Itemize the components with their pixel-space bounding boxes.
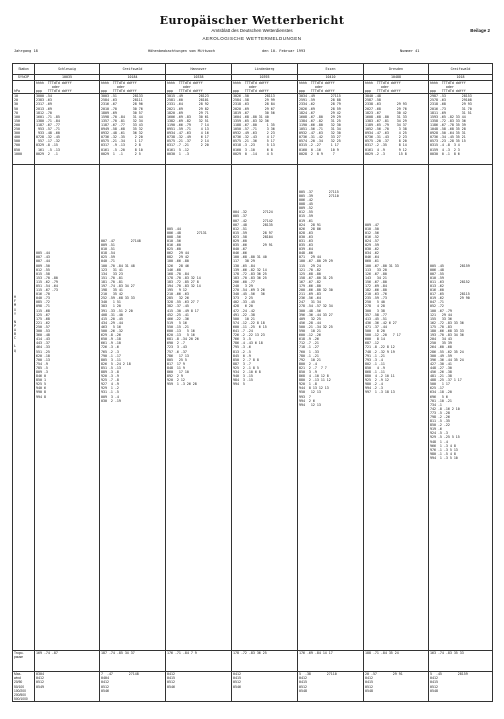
- tropopause-data: 163 -74 -83 35 33: [429, 651, 493, 672]
- significant-level-data: 009 -47 010 -50 012 -56 016 -52 024 -57 029 -59 030 -62 034 -62 046 -64 060 -61 100 -67 -80 31 33 113 33 20 126 -67 -80 143 34 21 156 -67 -80 172 -69 -84 182 -66 -80 210 -63 -76 235 -59 -73 250 5 40 278 4 28 300 3 38 357 -58 -77 413 -45 -51 436 -36 -42 6 27 471 -37 -44 500 8 20 500 -12 -20 7 17 600 8 14 687 -12 721 -8 -22 8 12 748 -2 -32 9 19 791 -1 -21 793 -3 -4 802 -1 -11 850 4 -9 868 -1 -11 880 4 -2 10 11 925 2 -9 12 980 -2 -4 994 -2 -3 997 1 -3 18 13: [364, 165, 429, 651]
- station-name: Lindenberg: [232, 64, 298, 75]
- column-format-header: hhhh TTTdTd ddfff oder ppp TTTdTd ddfff: [429, 81, 493, 94]
- tropopause-data: 188 -71 -84 35 24: [364, 651, 429, 672]
- station-name: Greifswald: [100, 64, 166, 75]
- significant-level-data: 007 -47 27148 009 -51 010 -51 018 -54 025 -59 040 -71 100 -70 -84 31 48 123 31 41 134 33 23 151 -70 -81 181 -70 -81 197 -74 -83 34 27 198 35 41 210 35 42 252 -59 -68 33 33 340 1 51 383 1 20 391 -33 -51 2 20 408 -31 -40 415 -20 -45 434 -29 -44 463 5 16 500 -26 -32 629 -8 -26 650 -9 -18 661 -9 -10 726 -3 -6 765 -2 -3 790 -1 -17 805 3 -11 826 5 -24 2 18 851 -5 -13 889 -3 -8 920 -3 -9 925 -7 -8 927 4 -9 929 1 -2 931 -1 -5 009 3 -4 030 2 -19: [100, 165, 166, 651]
- tropopause-data: 169 -74 -87: [35, 651, 100, 672]
- station-name: Hannover: [166, 64, 232, 75]
- standard-level-data: 3000 -54 2383 -63 2317 -69 2013 -69 1812 -70 1601 -71 -85 1380 -71 -84 1187 -67 -77 953 -57 -71 933 -48 -60 0728 -32 -45 557 -17 -32 0329 -8 -15 161 -5 -13 0029 2 -1: [35, 94, 100, 165]
- max-wind-data: 0304 0412 0512 0549: [35, 672, 100, 702]
- tropopause-row: [13, 651, 493, 672]
- column-header-row: [13, 81, 493, 94]
- station-name: Essen: [298, 64, 364, 75]
- standard-level-data: 3026 -50 28113 2584 -58 29 99 2318 -63 28 84 2020 -69 29 67 1819 -67 30 56 1604 -68 -80 31 40 1359 -65 -83 32 36 1188 -67 -80 1 35 1050 -57 -71 3 36 0932 -49 -63 2 23 0736 -32 -43 4 17 0575 -21 -36 5 17 0318 -3 -23 5 13 0160 3 -10 6 8 0029 0 -14 4 5: [232, 94, 298, 165]
- standard-level-data: 3040 -48 2587 -58 2338 -63 29 93 2027 -68 29 76 1823 -67 30 42 1608 -68 -80 31 33 1383 -67 -81 34 29 1189 -65 -79 34 37 1052 -56 -70 3 38 0934 -47 -63 4 25 0736 -31 -43 2 23 0575 -20 -37 8 20 0317 -2 -35 8 14 0161 4 -9 9 12 0029 -2 -3 15 8: [364, 94, 429, 165]
- max-wind-data: 7 -47 27148 0404 0412 0512 0546: [100, 672, 166, 702]
- synop-label: SYNOP: [13, 75, 35, 81]
- standard-level-data: 3034 -49 27115 2591 -59 28 88 2334 -62 28 79 2026 -69 28 59 1824 -67 29 42 1608 -67 -80 29 29 1384 -67 -82 31 25 1190 -66 -80 32 30 1051 -56 -71 31 34 0932 -47 -63 32 30 0736 -31 -42 33 27 0574 -20 -34 32 25 0315 -2 -27 1 17 0160 0 -16 10 9 0028 2 0 9 7: [298, 94, 364, 165]
- significant-level-data: 005 -37 27115 005 -39 27110 006 -42 008 -45 009 -52 012 -55 015 -59 019 -61 024 28 91 026 28 86 028 -63 030 -63 031 -63 035 -63 039 -64 048 -66 071 29 44 100 -67 -80 29 29 115 29 24 121 -70 -82 125 -68 -80 158 -67 -80 31 25 167 -67 -82 179 -66 -80 200 -66 -80 32 30 211 -69 -83 236 -56 -64 247 31 34 278 -54 -57 32 34 300 -48 -56 396 -36 -44 33 27 409 32 25 456 -28 -44 500 -21 -34 32 25 590 10 21 600 -12 -26 618 -9 -26 712 -7 -21 718 -1 -27 760 1 -33 780 -1 -21 792 10 21 800 2 -4 821 2 -7 7 7 850 3 -9 868 4 -10 12 8 880 2 -13 11 12 920 1 -8 944 8 13 12 13 950 12 13 993 7 994 2 6 994 12 13: [298, 165, 364, 651]
- wind-layer-labels: 20/50 50/100 100/200 200/500 500/1000: [14, 680, 28, 701]
- station-name: Dresden: [364, 64, 429, 75]
- max-wind-data: 20 -57 29 91 0412 0415 0512 0548: [364, 672, 429, 702]
- observation-label: Höhenbeobachtungen vom Mittwoch: [148, 49, 216, 53]
- standard-level-data: 2987 -53 28153 2578 -63 29108 2318 -68 29 93 2016 -73 31 70 1811 -69 31 51 1593 -65 -82 33 44 1358 -72 -83 33 36 1186 -67 -78 35 39 1048 -58 -68 35 28 0928 -50 -64 35 31 0736 -34 -45 35 21 0573 -23 -28 35 15 0315 -4 -8 3 4 0159 4 -3 2 3 0030 0 -1 8 6: [429, 94, 493, 165]
- tropopause-data: 176 -71 -84 7 9: [166, 651, 232, 672]
- column-format-header: hhhh TTTdTd ddfff oder ppp TTTdTd ddfff: [100, 81, 166, 94]
- hpa-label: hPa: [13, 81, 35, 94]
- station-number: 10035: [35, 75, 100, 81]
- station-number: 10410: [298, 75, 364, 81]
- max-wind-data: 0412 0415 0512 0546: [232, 672, 298, 702]
- station-row: [13, 64, 493, 75]
- tropopause-label: Tropo- pause: [13, 651, 35, 672]
- significant-level-data: 005 -45 28159 006 -48 007 -55 010 -59 011 -63 28152 013 -62 016 -60 017 -65 28115 019 -62 29 90 047 -71 052 -72 100 -67 -79 121 29 44 155 33 36 162 -72 -83 33 36 175 -70 -83 180 -66 -68 33 33 193 -70 -83 34 36 204 34 43 250 35 39 264 -60 -68 286 -55 -62 35 24 300 -49 -59 396 -36 -44 35 24 427 -30 -41 448 -27 -30 456 -26 -38 481 -21 -38 488 -25 -37 1 17 500 1 17 625 -17 634 -18 -20 696 5 6 701 -10 -21 734 -1 742 -8 -16 2 10 773 -5 -28 798 -2 -26 811 -5 -35 850 -2 -22 919 -6 924 -5 -3 929 -5 -25 5 15 948 1 -4 966 1 -3 4 8 976 -1 -3 5 13 980 -1 -5 4 8 994 1 -3 5 10: [429, 165, 493, 651]
- column-format-header: hhhh TTTdTd ddfff oder ppp TTTdTd ddfff: [364, 81, 429, 94]
- column-format-header: hhhh TTTdTd ddfff oder ppp TTTdTd ddfff: [232, 81, 298, 94]
- max-wind-data: 5 -38 27110 0412 0415 0512 0548: [298, 672, 364, 702]
- bulletin-section-title: AEROLOGISCHE WETTERMELDUNGEN: [202, 36, 302, 41]
- station-name: Schleswig: [35, 64, 100, 75]
- significant-level-data: 004 -32 27124 005 -37 007 -42 27142 007 -48 28135 012 -51 015 -59 28 97 023 -58 28104 029 -60 035 -66 29 91 040 -67 046 -66 100 -68 -80 31 40 117 30 29 130 -65 -84 139 -66 -82 32 14 178 -72 -83 36 25 183 -70 -83 36 25 206 -60 -77 240 3 29 270 -54 -69 3 26 340 -45 -56 36 373 2 25 402 -33 -45 428 6 20 472 -24 -42 491 -22 -38 500 10 21 574 -12 -22 8 18 600 -11 -25 6 15 641 -7 -24 726 -2 -22 13 23 766 3 -5 786 -4 -43 6 18 795 -3 -6 813 -2 -5 845 0 -9 850 2 -7 8 8 887 3 -7 925 2 -1 8 5 934 2 -10 6 8 940 3 -15 984 3 -15 994 5: [232, 165, 298, 651]
- standard-level-data: 3015 -49 28123 2581 -60 28101 2331 -64 28 92 2021 -69 29 82 1820 -69 29 71 1606 -69 -83 30 61 1382 -69 -82 32 51 1190 -66 -79 7 14 0951 -59 -71 4 13 0934 -47 -63 4 16 0738 -32 -49 6 17 0575 -21 -37 2 14 0317 -7 -21 2 20 0161 5 -12 0030 1 -3: [166, 94, 232, 165]
- significant-level-data: 005 -44 007 -43 007 -44 009 -50 012 -55 015 -58 153 -70 -80 115 -62 -79 051 -54 -64 115 -67 -73 016 -70 040 -73 085 -72 098 -71 115 -68 125 -67 175 -68 221 -62 250 -57 300 -53 360 -48 414 -43 443 -37 464 -33 551 -25 620 -18 700 -13 754 -9 785 -5 809 -3 846 0 850 1 925 5 940 6 990 8 994 8: [35, 165, 100, 651]
- max-wind-title: Max- wind: [14, 672, 22, 681]
- max-wind-row: [13, 672, 493, 702]
- station-number: 10338: [166, 75, 232, 81]
- station-number: 1018: [429, 75, 493, 81]
- volume-label: Jahrgang 18: [14, 49, 38, 53]
- pressure-levels: 10 20 30 50 70 100 150 200 250 300 400 500 700 850 1000: [13, 94, 35, 165]
- standard-level-data: 3003 -51 28133 2584 -63 28111 2316 -67 28 96 2010 -70 30 76 1809 -69 30 57 1598 -70 -84 31 44 1357 -70 -81 32 34 1187 -67 -77 33 43 0949 -58 -68 35 32 0932 -48 -61 36 32 0736 -32 -35 2 20 0575 -21 -34 1 17 0317 -9 -13 2 8 0161 -5 -20 8 10 0029 1 -1 2 5: [100, 94, 166, 165]
- column-format-header: hhhh TTTdTd ddfff oder ppp TTTdTd ddfff: [166, 81, 232, 94]
- max-wind-label: [13, 672, 35, 702]
- station-number: 10393: [232, 75, 298, 81]
- station-number: 10488: [364, 75, 429, 81]
- issue-number: Nummer 41: [400, 49, 420, 53]
- aerological-table: [12, 63, 493, 702]
- bulletin-title: Europäischer Wetterbericht: [159, 14, 345, 27]
- tropopause-data: 187 -74 -85 34 37: [100, 651, 166, 672]
- tropopause-data: 178 -72 -83 36 25: [232, 651, 298, 672]
- station-label: Station: [13, 64, 35, 75]
- significant-level-data: 005 -44 006 -48 27131 008 -56 010 -56 016 -60 025 -60 062 29 44 082 29 42 100 -66 -80 126 28 46 146 -68 168 -70 -84 178 -70 -83 32 14 183 -72 -85 27 8 194 -70 -83 32 14 195 9 12 210 -66 -63 285 32 26 328 -55 -63 27 7 382 -37 -45 415 -30 -49 8 17 452 -25 -41 466 -22 -36 519 5 16 550 -15 -21 600 -13 5 16 620 -13 5 16 681 -8 -34 20 26 690 2 -7 723 3 -43 757 -6 -37 786 17 13 805 25 5 817 17 9 848 11 9 860 17 10 892 2 9 920 2 12 959 1 -3 26 28: [166, 165, 232, 651]
- standard-levels-row: [13, 94, 493, 165]
- max-wind-data: 0412 0415 0512 0546: [166, 672, 232, 702]
- date-label: den 10. Februar 1993: [262, 49, 306, 53]
- bulletin-subtitle: Amtsblatt des Deutschen Wetterdienstes: [211, 28, 293, 33]
- station-name: Greifswald: [429, 64, 493, 75]
- supplement-label: Beilage 2: [470, 28, 490, 33]
- significant-levels-row: [13, 165, 493, 651]
- max-wind-data: 5 -45 28159 0412 0415 0512 0548: [429, 672, 493, 702]
- column-format-header: hhhh TTTdTd ddfff oder ppp TTTdTd ddfff: [35, 81, 100, 94]
- column-format-header: hhhh TTTdTd ddfff oder ppp TTTdTd ddfff: [298, 81, 364, 94]
- significant-level-letters: H F M X Y N P A B C L Q: [13, 165, 35, 651]
- station-number: 10184: [100, 75, 166, 81]
- tropopause-data: 176 -69 -84 14 17: [298, 651, 364, 672]
